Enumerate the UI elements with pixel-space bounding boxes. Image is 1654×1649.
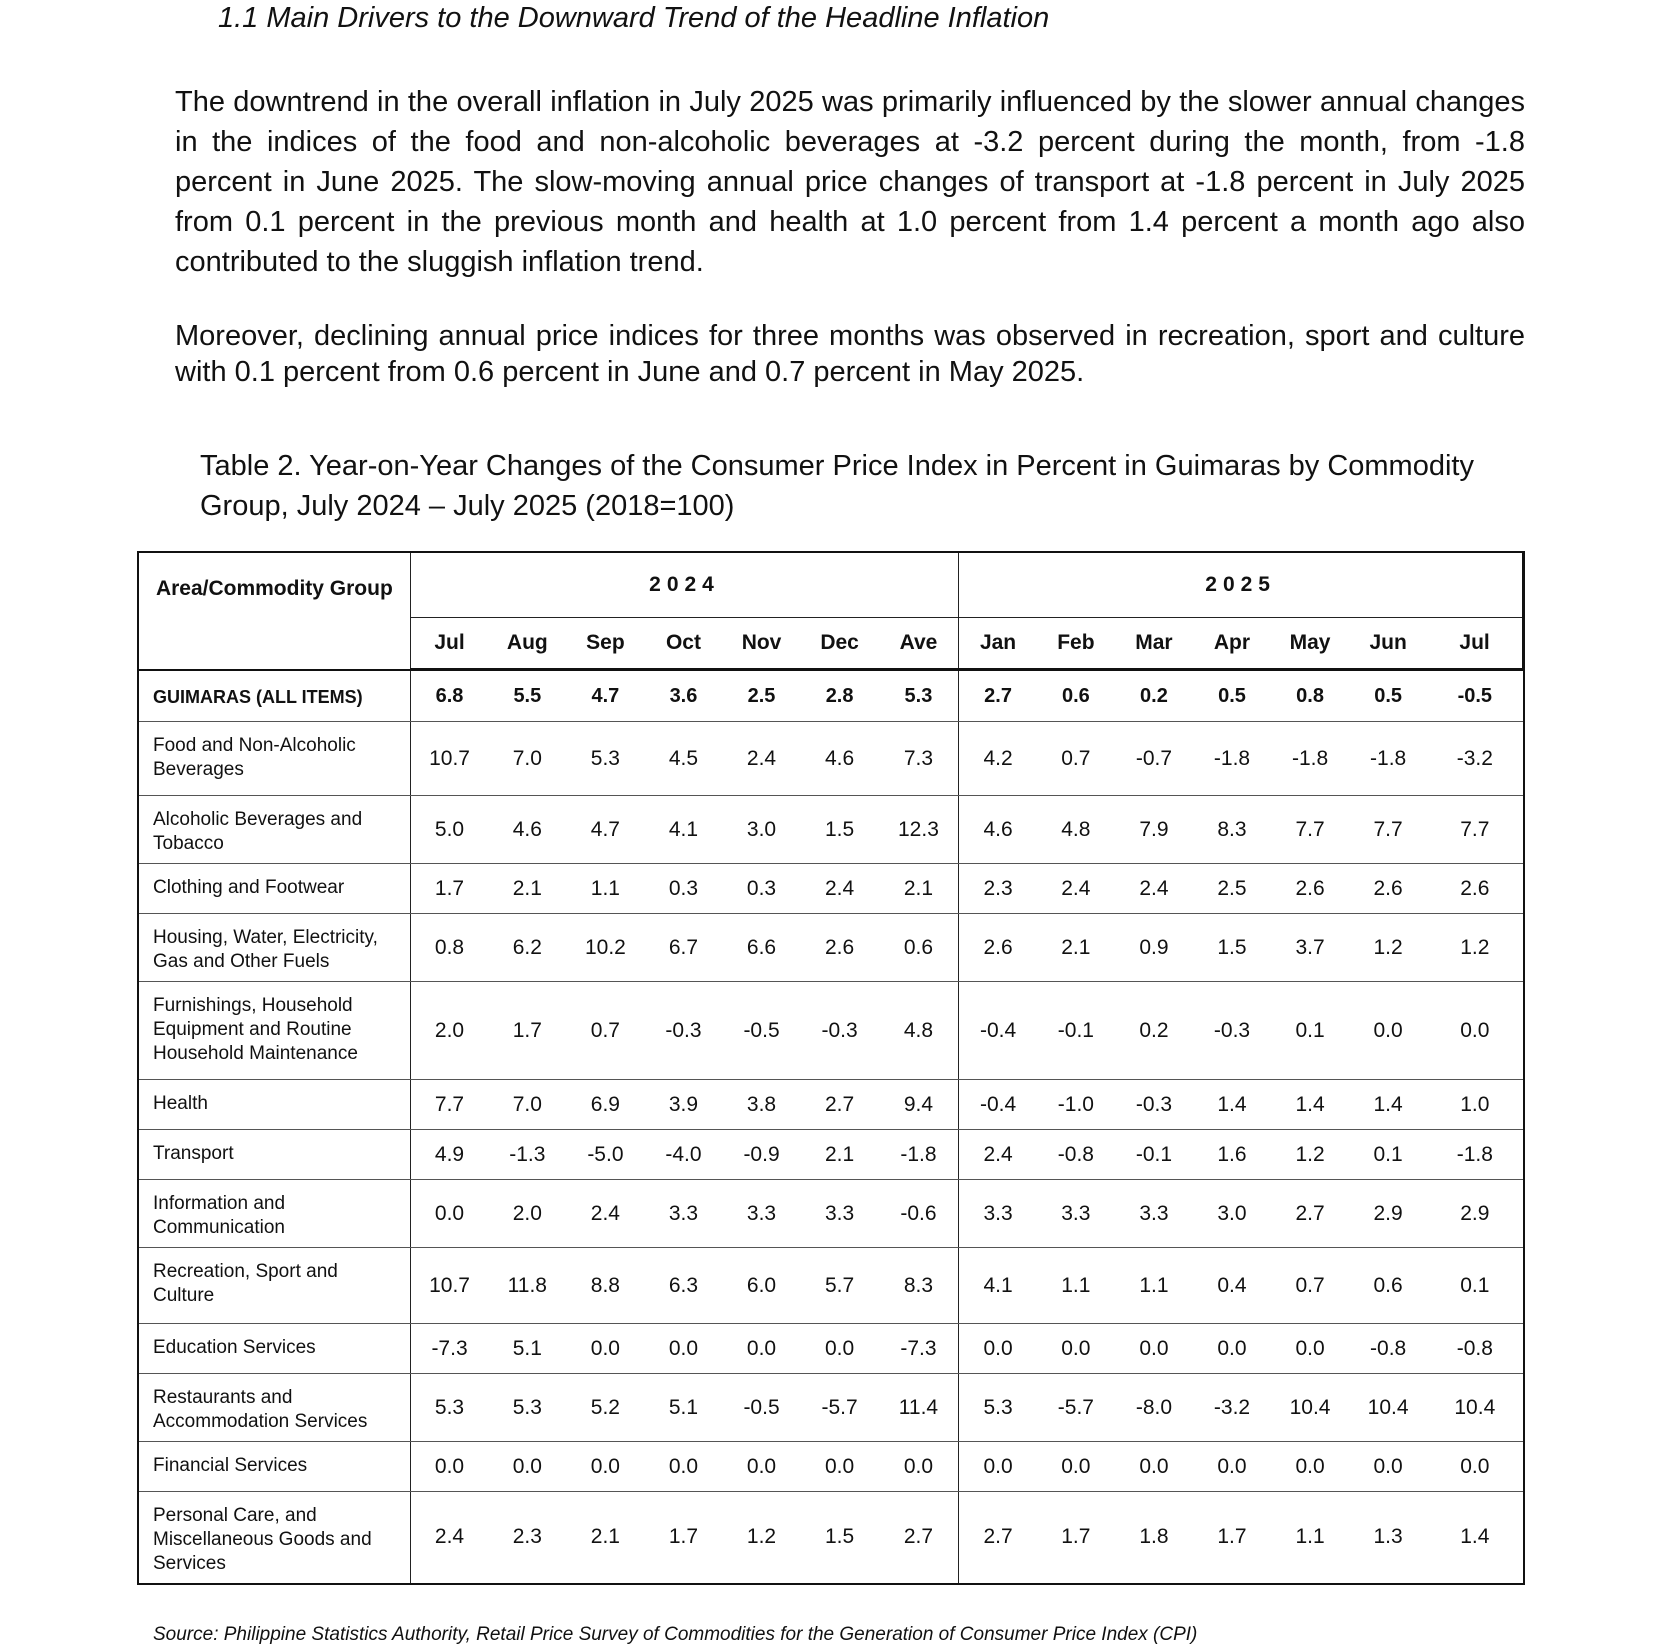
table-cell: -0.7: [1115, 722, 1193, 796]
table-cell: 0.7: [1271, 1248, 1349, 1324]
table-cell: 5.3: [879, 670, 959, 722]
table-cell: 7.0: [488, 722, 566, 796]
table-cell: 1.2: [1349, 914, 1427, 982]
table-cell: 7.7: [410, 1080, 488, 1130]
table-cell: 2.1: [801, 1130, 879, 1180]
table-cell: 8.3: [879, 1248, 959, 1324]
table-cell: 5.3: [566, 722, 644, 796]
table-cell: 5.3: [959, 1374, 1037, 1442]
table-cell: 5.3: [488, 1374, 566, 1442]
row-label: Transport: [138, 1130, 410, 1180]
table-cell: 1.6: [1193, 1130, 1271, 1180]
table-cell: -0.9: [723, 1130, 801, 1180]
table-cell: 0.0: [1193, 1324, 1271, 1374]
table-cell: 3.3: [1037, 1180, 1115, 1248]
table-cell: 0.0: [1037, 1324, 1115, 1374]
table-row: [138, 1080, 1524, 1130]
table-cell: -0.4: [959, 1080, 1037, 1130]
table-cell: 1.5: [1193, 914, 1271, 982]
table-cell: -1.8: [1193, 722, 1271, 796]
table-cell: 4.8: [879, 982, 959, 1080]
table-cell: 3.0: [1193, 1180, 1271, 1248]
table-cell: 0.0: [1193, 1442, 1271, 1492]
table-cell: 2.7: [879, 1492, 959, 1584]
table-cell: 10.4: [1427, 1374, 1523, 1442]
month-header: Apr: [1193, 618, 1271, 670]
table-cell: 11.8: [488, 1248, 566, 1324]
table-cell: 1.2: [1427, 914, 1523, 982]
month-header: Feb: [1037, 618, 1115, 670]
year-header-2025: 2025: [959, 552, 1524, 618]
table-cell: -0.5: [723, 1374, 801, 1442]
table-cell: 0.0: [1427, 1442, 1523, 1492]
month-header: Jan: [959, 618, 1037, 670]
table-cell: -7.3: [410, 1324, 488, 1374]
table-cell: 7.7: [1427, 796, 1523, 864]
table-cell: 0.0: [801, 1324, 879, 1374]
row-label: Alcoholic Beverages and Tobacco: [138, 796, 410, 864]
table-cell: 5.1: [488, 1324, 566, 1374]
table-cell: 0.3: [644, 864, 722, 914]
table-row: [138, 796, 1524, 864]
table-cell: 0.0: [1115, 1324, 1193, 1374]
table-row: [138, 982, 1524, 1080]
table-cell: 8.8: [566, 1248, 644, 1324]
table-cell: -0.3: [1193, 982, 1271, 1080]
table-cell: 6.9: [566, 1080, 644, 1130]
table-cell: 0.6: [1349, 1248, 1427, 1324]
table-cell: 1.7: [1193, 1492, 1271, 1584]
month-header: Nov: [723, 618, 801, 670]
table-cell: 0.1: [1271, 982, 1349, 1080]
table-cell: 4.1: [644, 796, 722, 864]
table-cell: -0.8: [1427, 1324, 1523, 1374]
table-cell: 0.0: [566, 1324, 644, 1374]
table-cell: -0.3: [801, 982, 879, 1080]
table-cell: 2.3: [959, 864, 1037, 914]
row-label: Information and Communication: [138, 1180, 410, 1248]
table-row: [138, 1492, 1524, 1584]
table-cell: 0.0: [879, 1442, 959, 1492]
column-header-area: Area/Commodity Group: [138, 552, 410, 670]
table-cell: 0.5: [1349, 670, 1427, 722]
table-cell: 4.8: [1037, 796, 1115, 864]
table-cell: 0.0: [1271, 1442, 1349, 1492]
table-row: [138, 914, 1524, 982]
table-cell: -0.8: [1349, 1324, 1427, 1374]
table-cell: 6.0: [723, 1248, 801, 1324]
table-cell: 2.9: [1427, 1180, 1523, 1248]
table-cell: 1.1: [1115, 1248, 1193, 1324]
table-cell: 0.0: [723, 1442, 801, 1492]
table-cell: 1.4: [1271, 1080, 1349, 1130]
month-header: Jul: [410, 618, 488, 670]
table-cell: 2.4: [1115, 864, 1193, 914]
table-cell: 0.0: [801, 1442, 879, 1492]
table-cell: 2.9: [1349, 1180, 1427, 1248]
table-cell: 1.2: [1271, 1130, 1349, 1180]
table-cell: 1.3: [1349, 1492, 1427, 1584]
table-cell: 3.3: [723, 1180, 801, 1248]
table-cell: 10.7: [410, 1248, 488, 1324]
table-cell: 1.7: [410, 864, 488, 914]
month-header: Jul: [1427, 618, 1523, 670]
row-label: Housing, Water, Electricity, Gas and Other Fuels: [138, 914, 410, 982]
table-cell: 3.9: [644, 1080, 722, 1130]
table-cell: 0.0: [1115, 1442, 1193, 1492]
table-cell: 4.6: [488, 796, 566, 864]
table-cell: 2.7: [959, 1492, 1037, 1584]
table-row: [138, 1374, 1524, 1442]
month-header: Mar: [1115, 618, 1193, 670]
table-cell: 2.5: [1193, 864, 1271, 914]
table-cell: 2.1: [566, 1492, 644, 1584]
table-cell: 7.7: [1349, 796, 1427, 864]
table-cell: -5.7: [801, 1374, 879, 1442]
table-cell: 2.6: [1271, 864, 1349, 914]
table-cell: 0.7: [1037, 722, 1115, 796]
table-cell: 4.1: [959, 1248, 1037, 1324]
table-cell: 3.3: [1115, 1180, 1193, 1248]
paragraph-recreation: Moreover, declining annual price indices for three months was observed in recreation, sport and culture with 0.1 percent from 0.6 percent in June and 0.7 percent in May 2025.: [175, 320, 1525, 388]
table-cell: -0.5: [723, 982, 801, 1080]
table-cell: 0.7: [566, 982, 644, 1080]
table-cell: -5.7: [1037, 1374, 1115, 1442]
table-cell: 4.6: [959, 796, 1037, 864]
table-cell: 2.1: [1037, 914, 1115, 982]
table-cell: -0.6: [879, 1180, 959, 1248]
table-row: [138, 1324, 1524, 1374]
table-cell: 7.3: [879, 722, 959, 796]
table-cell: -1.8: [1349, 722, 1427, 796]
table-cell: 5.5: [488, 670, 566, 722]
table-cell: -0.1: [1115, 1130, 1193, 1180]
table-cell: 12.3: [879, 796, 959, 864]
month-header: Jun: [1349, 618, 1427, 670]
table-cell: 2.0: [488, 1180, 566, 1248]
table-cell: 0.0: [1271, 1324, 1349, 1374]
table-cell: 5.7: [801, 1248, 879, 1324]
row-label: Education Services: [138, 1324, 410, 1374]
table-cell: 2.4: [566, 1180, 644, 1248]
table-cell: -8.0: [1115, 1374, 1193, 1442]
table-cell: 0.6: [879, 914, 959, 982]
table-cell: -1.8: [1427, 1130, 1523, 1180]
table-cell: 1.5: [801, 1492, 879, 1584]
table-cell: -1.8: [879, 1130, 959, 1180]
table-cell: 5.3: [410, 1374, 488, 1442]
table-cell: 1.4: [1193, 1080, 1271, 1130]
table-cell: 1.2: [723, 1492, 801, 1584]
table-body: [138, 670, 1524, 1584]
table-cell: 2.6: [1427, 864, 1523, 914]
table-cell: 1.1: [1037, 1248, 1115, 1324]
table-cell: 1.8: [1115, 1492, 1193, 1584]
table-cell: 2.4: [801, 864, 879, 914]
table-cell: 0.0: [1037, 1442, 1115, 1492]
table-cell: 2.1: [488, 864, 566, 914]
month-header: Oct: [644, 618, 722, 670]
table-cell: 0.0: [644, 1442, 722, 1492]
table-cell: 0.9: [1115, 914, 1193, 982]
table-cell: 8.3: [1193, 796, 1271, 864]
table-cell: 0.6: [1037, 670, 1115, 722]
table-cell: 2.4: [1037, 864, 1115, 914]
month-header: May: [1271, 618, 1349, 670]
table-cell: 2.7: [959, 670, 1037, 722]
row-label: Restaurants and Accommodation Services: [138, 1374, 410, 1442]
table-cell: 1.1: [1271, 1492, 1349, 1584]
table-cell: 0.4: [1193, 1248, 1271, 1324]
table-cell: 6.6: [723, 914, 801, 982]
table-cell: 2.4: [723, 722, 801, 796]
table-cell: 0.5: [1193, 670, 1271, 722]
table-cell: -4.0: [644, 1130, 722, 1180]
table-cell: 10.4: [1349, 1374, 1427, 1442]
table-cell: 1.7: [488, 982, 566, 1080]
table-cell: 0.0: [723, 1324, 801, 1374]
table-row: [138, 670, 1524, 722]
table-cell: 0.8: [1271, 670, 1349, 722]
month-header: Aug: [488, 618, 566, 670]
table-cell: 1.4: [1349, 1080, 1427, 1130]
table-cell: 6.2: [488, 914, 566, 982]
table-cell: 2.1: [879, 864, 959, 914]
table-cell: 1.0: [1427, 1080, 1523, 1130]
table-cell: 5.0: [410, 796, 488, 864]
table-cell: -1.3: [488, 1130, 566, 1180]
table-cell: -1.0: [1037, 1080, 1115, 1130]
table-cell: 4.6: [801, 722, 879, 796]
table-cell: 0.2: [1115, 670, 1193, 722]
table-cell: 2.8: [801, 670, 879, 722]
table-cell: 4.7: [566, 796, 644, 864]
table-cell: 0.2: [1115, 982, 1193, 1080]
row-label: Food and Non-Alcoholic Beverages: [138, 722, 410, 796]
table-cell: 0.0: [1349, 982, 1427, 1080]
cpi-table: [137, 551, 1525, 1585]
table-row: [138, 864, 1524, 914]
table-cell: 7.0: [488, 1080, 566, 1130]
table-cell: 0.0: [959, 1324, 1037, 1374]
table-cell: 4.2: [959, 722, 1037, 796]
table-cell: 3.6: [644, 670, 722, 722]
table-cell: 1.7: [644, 1492, 722, 1584]
table-cell: -3.2: [1193, 1374, 1271, 1442]
source-note: Source: Philippine Statistics Authority, Retail Price Survey of Commodities for the Generation of Consumer Price Index (CPI): [153, 1624, 1198, 1645]
row-label: Financial Services: [138, 1442, 410, 1492]
table-cell: 0.1: [1427, 1248, 1523, 1324]
table-cell: 10.2: [566, 914, 644, 982]
table-cell: 1.1: [566, 864, 644, 914]
paragraph-main-drivers: The downtrend in the overall inflation in July 2025 was primarily influenced by the slower annual changes in the indices of the food and non-alcoholic beverages at -3.2 percent during the month, from -1.8 percent in June 2025. The slow-moving annual price changes of transport at -1.8 percent in July 2025 from 0.1 percent in the previous month and health at 1.0 percent from 1.4 percent a month ago also contributed to the sluggish inflation trend.: [175, 86, 1525, 278]
table-cell: -7.3: [879, 1324, 959, 1374]
table-cell: 3.3: [644, 1180, 722, 1248]
table-cell: 2.4: [959, 1130, 1037, 1180]
table-row: [138, 1130, 1524, 1180]
table-cell: -1.8: [1271, 722, 1349, 796]
table-cell: 7.7: [1271, 796, 1349, 864]
table-cell: -0.8: [1037, 1130, 1115, 1180]
table-caption: Table 2. Year-on-Year Changes of the Consumer Price Index in Percent in Guimaras by Commodity Group, July 2024 – July 2025 (2018=100): [200, 450, 1474, 522]
table-cell: 2.6: [1349, 864, 1427, 914]
table-cell: 1.4: [1427, 1492, 1523, 1584]
table-cell: 1.7: [1037, 1492, 1115, 1584]
table-cell: 0.8: [410, 914, 488, 982]
row-label: Recreation, Sport and Culture: [138, 1248, 410, 1324]
table-cell: 3.8: [723, 1080, 801, 1130]
table-cell: -5.0: [566, 1130, 644, 1180]
table-cell: -3.2: [1427, 722, 1523, 796]
table-cell: 1.5: [801, 796, 879, 864]
table-cell: 3.7: [1271, 914, 1349, 982]
table-cell: 0.0: [959, 1442, 1037, 1492]
table-cell: 2.7: [1271, 1180, 1349, 1248]
table-cell: 3.3: [801, 1180, 879, 1248]
month-header: Sep: [566, 618, 644, 670]
table-cell: 0.0: [410, 1180, 488, 1248]
table-cell: 0.0: [410, 1442, 488, 1492]
table-cell: -0.5: [1427, 670, 1523, 722]
month-header: Dec: [801, 618, 879, 670]
table-cell: 2.4: [410, 1492, 488, 1584]
table-cell: 11.4: [879, 1374, 959, 1442]
row-label: Health: [138, 1080, 410, 1130]
table-cell: 2.5: [723, 670, 801, 722]
table-cell: 2.3: [488, 1492, 566, 1584]
table-cell: 0.0: [644, 1324, 722, 1374]
table-cell: 3.3: [959, 1180, 1037, 1248]
table-cell: 4.9: [410, 1130, 488, 1180]
table-cell: 0.3: [723, 864, 801, 914]
row-label: Furnishings, Household Equipment and Routine Household Maintenance: [138, 982, 410, 1080]
table-cell: 2.6: [959, 914, 1037, 982]
table-cell: 3.0: [723, 796, 801, 864]
table-cell: -0.3: [644, 982, 722, 1080]
table-row: [138, 1442, 1524, 1492]
table-row: [138, 1248, 1524, 1324]
table-row: [138, 722, 1524, 796]
table-cell: 0.0: [566, 1442, 644, 1492]
section-heading: 1.1 Main Drivers to the Downward Trend of the Headline Inflation: [218, 2, 1050, 34]
table-cell: 2.0: [410, 982, 488, 1080]
table-cell: 6.3: [644, 1248, 722, 1324]
table-cell: 10.7: [410, 722, 488, 796]
row-label: Clothing and Footwear: [138, 864, 410, 914]
row-label: GUIMARAS (ALL ITEMS): [138, 670, 410, 722]
table-cell: 0.0: [488, 1442, 566, 1492]
table-cell: 7.9: [1115, 796, 1193, 864]
table-cell: 2.7: [801, 1080, 879, 1130]
table-cell: 6.7: [644, 914, 722, 982]
table-cell: 5.2: [566, 1374, 644, 1442]
row-label: Personal Care, and Miscellaneous Goods and Services: [138, 1492, 410, 1584]
year-header-2024: 2024: [410, 552, 959, 618]
table-cell: -0.1: [1037, 982, 1115, 1080]
table-cell: 6.8: [410, 670, 488, 722]
table-cell: -0.4: [959, 982, 1037, 1080]
table-row: [138, 1180, 1524, 1248]
table-cell: -0.3: [1115, 1080, 1193, 1130]
table-cell: 2.6: [801, 914, 879, 982]
table-cell: 5.1: [644, 1374, 722, 1442]
table-cell: 10.4: [1271, 1374, 1349, 1442]
table-cell: 0.0: [1349, 1442, 1427, 1492]
table-cell: 9.4: [879, 1080, 959, 1130]
table-cell: 0.0: [1427, 982, 1523, 1080]
table-cell: 0.1: [1349, 1130, 1427, 1180]
table-cell: 4.5: [644, 722, 722, 796]
table-cell: 4.7: [566, 670, 644, 722]
month-header: Ave: [879, 618, 959, 670]
